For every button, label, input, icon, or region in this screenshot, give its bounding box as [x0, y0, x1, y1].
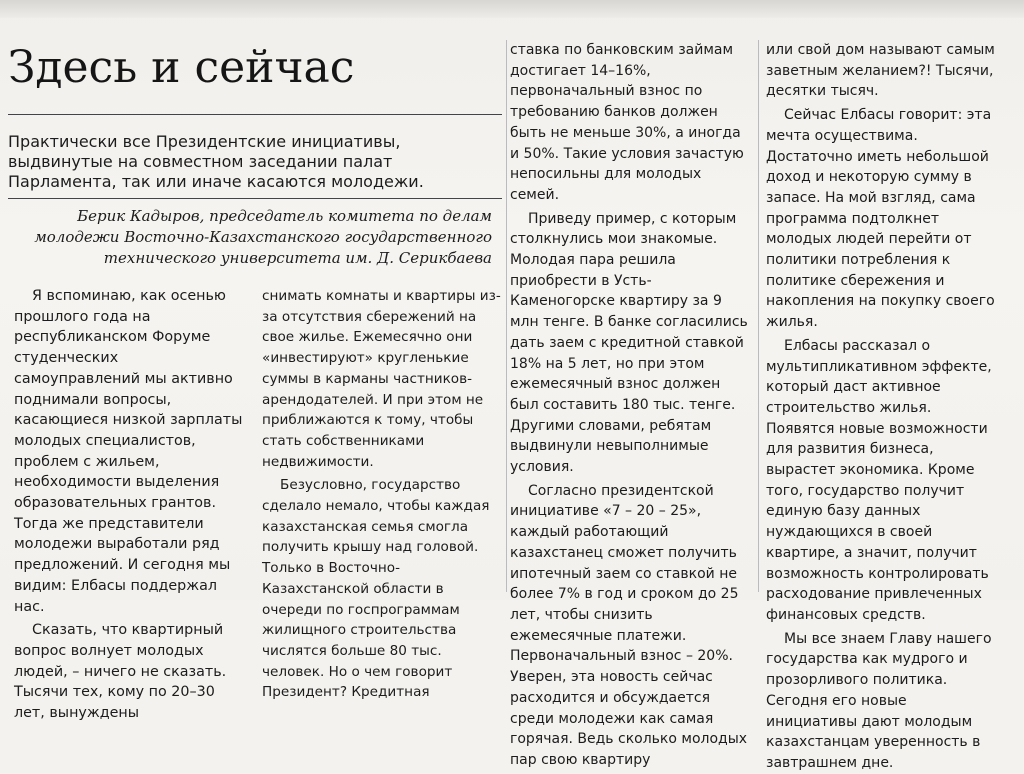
headline-rule: [8, 114, 502, 115]
paragraph: снимать комнаты и квартиры из-за отсутствия сбережений на свое жилье. Ежемесячно они «инвестируют» кругленькие суммы в карманы частников-арендодателей. И при этом не приближаются к тому, чтобы стать собственниками недвижимости.: [262, 288, 501, 470]
paragraph: или свой дом называют самым заветным желанием?! Тысячи, десятки тысяч.: [766, 42, 995, 100]
paragraph: Безусловно, государство сделало немало, чтобы каждая казахстанская семья смогла получить крышу над головой. Только в Восточно-Казахстанской области в очереди по госпрограммам жилищного строительства числятся больше 80 тыс. человек. Но о чем говорит Президент? Кредитная: [262, 477, 490, 701]
paragraph: Сказать, что квартирный вопрос волнует молодых людей, – ничего не сказать. Тысячи тех, кому по 20–30 лет, вынуждены: [14, 622, 227, 722]
article-lead: Практически все Президентские инициативы, выдвинутые на совместном заседании палат Парламента, так или иначе касаются молодежи.: [8, 132, 424, 191]
paragraph: Согласно президентской инициативе «7 – 20 – 25», каждый работающий казахстанец сможет получить ипотечный заем со ставкой не более 7% в год и сроком до 25 лет, чтобы снизить ежемесячные платежи. Первоначальный взнос – 20%. Уверен, эта новость сейчас расходится и обсуждается среди молодежи как самая горячая. Ведь сколько молодых пар свою квартиру: [510, 482, 748, 768]
paragraph: Елбасы рассказал о мультипликативном эффекте, который даст активное строительство жилья. Появятся новые возможности для развития бизнеса, вырастет экономика. Кроме того, государство получит единую базу данных нуждающихся в своей квартире, а значит, получит возможность контролировать расходование привлеченных финансовых средств.: [766, 337, 992, 623]
column-divider: [506, 40, 507, 592]
article-byline: Берик Кадыров, председатель комитета по делам молодежи Восточно-Казахстанского государственного технического университета им. Д. Серикбаева: [34, 207, 492, 267]
paragraph: Сейчас Елбасы говорит: эта мечта осуществима. Достаточно иметь небольшой доход и некоторую сумму в запасе. На мой взгляд, сама программа подтолкнет молодых людей перейти от политики потребления к политике сбережения и накопления на покупку своего жилья.: [766, 107, 995, 331]
paragraph: Мы все знаем Главу нашего государства как мудрого и прозорливого политика. Сегодня его новые инициативы дают молодым казахстанцам уверенность в завтрашнем дне.: [766, 630, 992, 771]
column-divider: [758, 40, 759, 592]
article-column-3: [510, 40, 750, 771]
article-headline: Здесь и сейчас: [8, 42, 355, 93]
article-column-4: [766, 40, 1002, 774]
paragraph: ставка по банковским займам достигает 14–16%, первоначальный взнос по требованию банков должен быть не меньше 30%, а иногда и 50%. Такие условия зачастую непосильны для молодых семей.: [510, 42, 744, 203]
article-column-2: [262, 286, 502, 703]
lead-rule: [8, 198, 502, 199]
paragraph: Я вспоминаю, как осенью прошлого года на республиканском Форуме студенческих самоуправлений мы активно поднимали вопросы, касающиеся низкой зарплаты молодых специалистов, проблем с жильем, необходимости выделения образовательных грантов. Тогда же представители молодежи выработали ряд предложений. И сегодня мы видим: Елбасы поддержал нас.: [14, 288, 243, 615]
article-column-1: [14, 286, 246, 724]
paragraph: Приведу пример, с которым столкнулись мои знакомые. Молодая пара решила приобрести в Усть-Каменогорске квартиру за 9 млн тенге. В банке согласились дать заем с кредитной ставкой 18% на 5 лет, но при этом ежемесячный взнос должен был составить 180 тыс. тенге. Другими словами, ребятам выдвинули невыполнимые условия.: [510, 210, 748, 476]
scan-edge: [0, 0, 1024, 18]
